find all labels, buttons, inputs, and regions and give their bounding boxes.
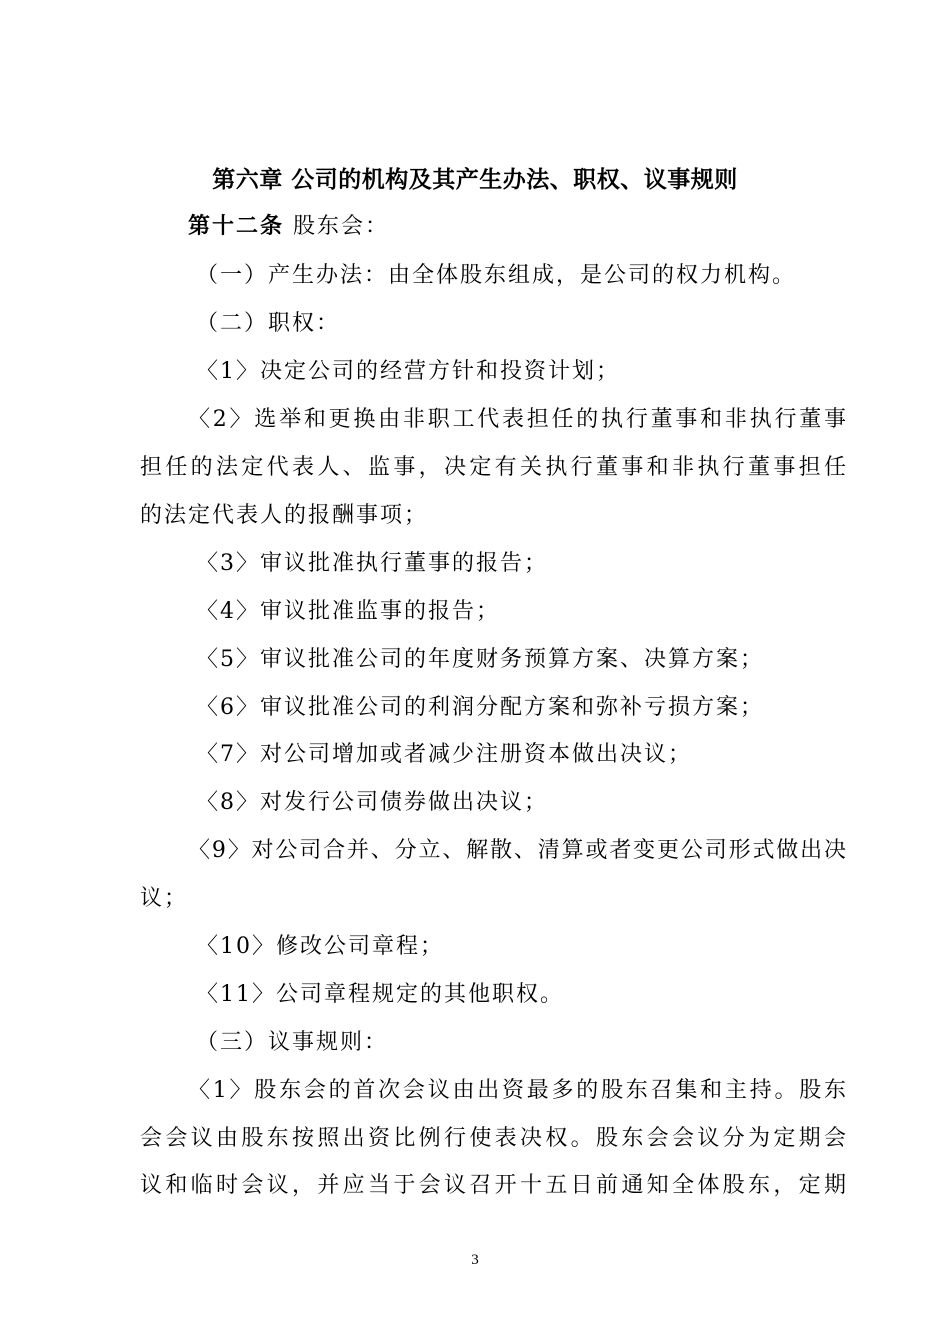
paragraph-line: 〈3〉审议批准执行董事的报告； — [196, 551, 548, 576]
chapter-title: 第六章 公司的机构及其产生办法、职权、议事规则 — [212, 167, 738, 193]
paragraph-line: 议； — [140, 886, 189, 911]
paragraph-line: 〈2〉选举和更换由非职工代表担任的执行董事和非执行董事 — [188, 407, 846, 432]
paragraph-line: （一）产生办法：由全体股东组成，是公司的权力机构。 — [196, 263, 797, 288]
article-label: 第十二条 — [188, 214, 285, 239]
paragraph-line: 〈11〉公司章程规定的其他职权。 — [196, 982, 564, 1007]
page-number: 3 — [471, 1252, 479, 1268]
article-subject: 股东会： — [284, 214, 390, 239]
paragraph-line: 〈1〉决定公司的经营方针和投资计划； — [196, 359, 620, 384]
paragraph-line: 〈4〉审议批准监事的报告； — [196, 599, 500, 624]
paragraph-line: 〈6〉审议批准公司的利润分配方案和弥补亏损方案； — [196, 695, 764, 720]
paragraph-line: 的法定代表人的报酬事项； — [140, 503, 429, 528]
paragraph-line: 〈9〉对公司合并、分立、解散、清算或者变更公司形式做出决 — [188, 838, 846, 863]
paragraph-line: （二）职权： — [196, 311, 341, 336]
paragraph-line: 〈7〉对公司增加或者减少注册资本做出决议； — [196, 742, 692, 767]
paragraph-line: （三）议事规则： — [196, 1030, 389, 1055]
paragraph-line: 担任的法定代表人、监事，决定有关执行董事和非执行董事担任 — [140, 455, 846, 480]
article-heading — [188, 207, 389, 247]
paragraph-line: 〈8〉对发行公司债券做出决议； — [196, 790, 548, 815]
paragraph-line: 〈1〉股东会的首次会议由出资最多的股东召集和主持。股东 — [188, 1078, 846, 1103]
paragraph-line: 〈10〉修改公司章程； — [196, 934, 444, 959]
paragraph-line: 〈5〉审议批准公司的年度财务预算方案、决算方案； — [196, 647, 764, 672]
paragraph-line: 会会议由股东按照出资比例行使表决权。股东会会议分为定期会 — [140, 1126, 846, 1151]
paragraph-line: 议和临时会议，并应当于会议召开十五日前通知全体股东，定期 — [140, 1173, 846, 1198]
